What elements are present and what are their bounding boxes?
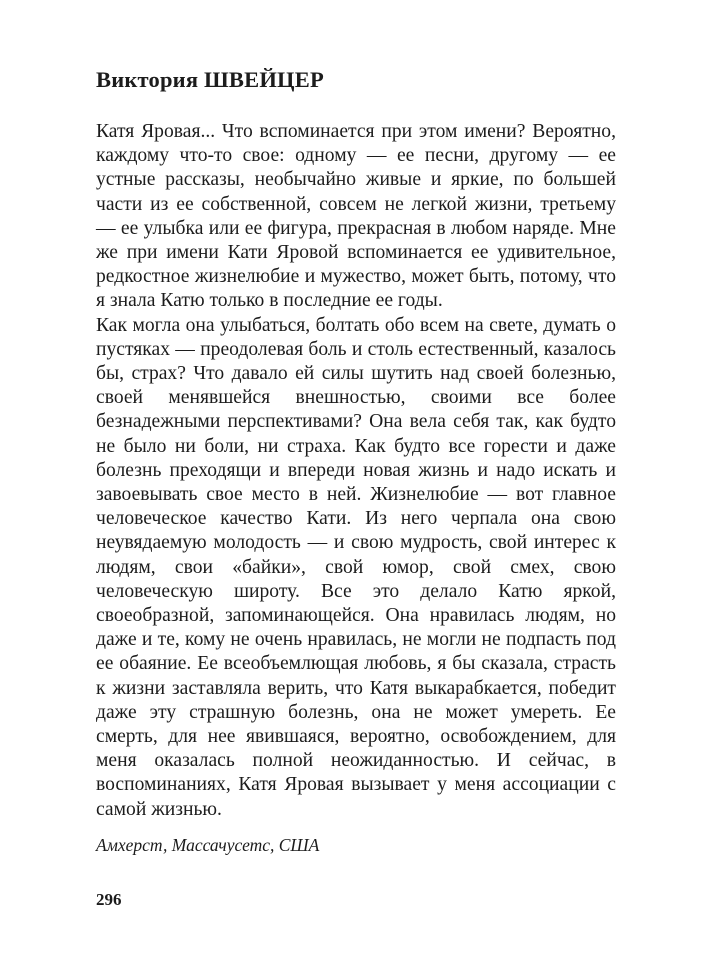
place-signature: Амхерст, Массачусетс, США — [96, 834, 320, 855]
paragraph-1: Катя Яровая... Что вспоминается при этом имени? Вероятно, каждому что-то свое: одному — ее песни, другому — ее устные рассказы, необычайно живые и яркие, по большей части из ее собственной, совсем не легкой жизни, третьему — ее улыбка или ее фигура, прекрасная в любом наряде. Мне же при имени Кати Яровой вспоминается ее удивительное, редкостное жизнелюбие и мужество, может быть, потому, что я знала Катю только в последние ее годы. — [96, 121, 616, 312]
article — [96, 66, 616, 856]
page-number: 296 — [96, 890, 122, 909]
paragraph-2: Как могла она улыбаться, болтать обо всем на свете, думать о пустяках — преодолевая боль и столь естественный, казалось бы, страх? Что давало ей силы шутить над своей болезнью, своей менявшейся внешностью, своими все более безнадежными перспективами? Она вела себя так, как будто не было ни боли, ни страха. Как будто все горести и даже болезнь преходящи и впереди новая жизнь и надо искать и завоевывать свое место в ней. Жизнелюбие — вот главное человеческое качество Кати. Из него черпала она свою неувядаемую молодость — и свою мудрость, свой интерес к людям, свои «байки», свой юмор, свой смех, свою человеческую широту. Все это делало Катю яркой, своеобразной, запоминающейся. Она нравилась людям, но даже и те, кому не очень нравилась, не могли не подпасть под ее обаяние. Ее всеобъемлющая любовь, я бы сказала, страсть к жизни заставляла верить, что Катя выкарабкается, победит даже эту страшную болезнь, она не может умереть. Ее смерть, для нее явившаяся, вероятно, освобождением, для меня оказалась полной неожиданностью. И сейчас, в воспоминаниях, Катя Яровая вызывает у меня ассоциации с самой жизнью. — [96, 314, 616, 820]
author-name: Виктория ШВЕЙЦЕР — [96, 67, 324, 92]
article-body — [96, 120, 616, 822]
